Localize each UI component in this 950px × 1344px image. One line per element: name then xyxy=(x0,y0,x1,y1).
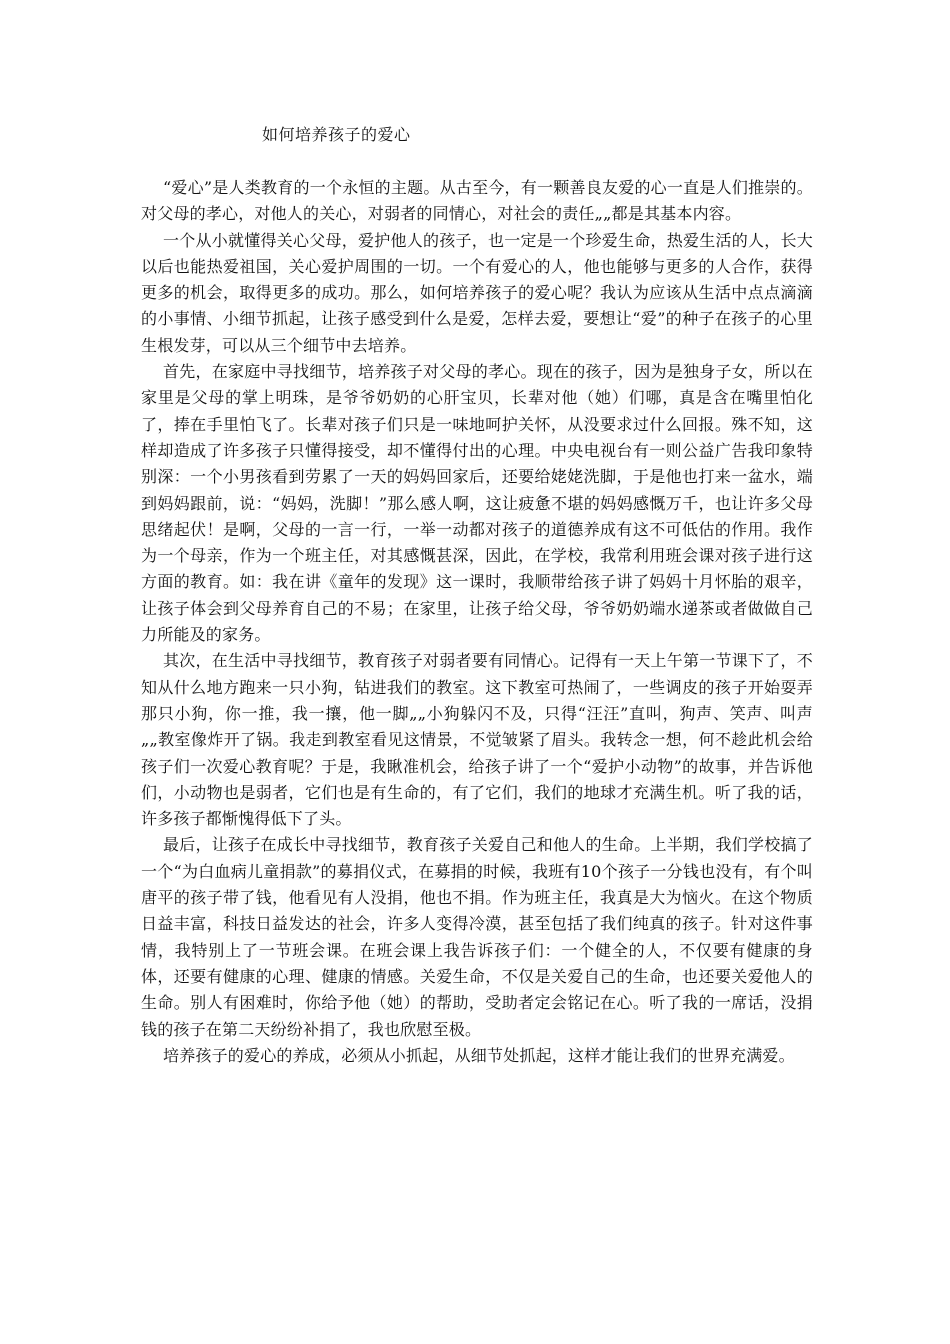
paragraph-third: 最后，让孩子在成长中寻找细节，教育孩子关爱自己和他人的生命。上半期，我们学校搞了一个“为白血病儿童捐款”的募捐仪式，在募捐的时候，我班有10个孩子一分钱也没有，有个叫唐平的孩子带了钱，他看见有人没捐，他也不捐。作为班主任，我真是大为恼火。在这个物质日益丰富，科技日益发达的社会，许多人变得冷漠，甚至包括了我们纯真的孩子。针对这件事情，我特别上了一节班会课。在班会课上我告诉孩子们：一个健全的人，不仅要有健康的身体，还要有健康的心理、健康的情感。关爱生命，不仅是关爱自己的生命，也还要关爱他人的生命。别人有困难时，你给予他（她）的帮助，受助者定会铭记在心。听了我的一席话，没捐钱的孩子在第二天纷纷补捐了，我也欣慰至极。 xyxy=(141,835,813,1039)
document-title: 如何培养孩子的爱心 xyxy=(262,125,411,144)
document-body xyxy=(141,175,813,1069)
paragraph-first: 首先，在家庭中寻找细节，培养孩子对父母的孝心。现在的孩子，因为是独身子女，所以在家里是父母的掌上明珠，是爷爷奶奶的心肝宝贝，长辈对他（她）们哪，真是含在嘴里怕化了，捧在手里怕飞了。长辈对孩子们只是一味地呵护关怀，从没要求过什么回报。殊不知，这样却造成了许多孩子只懂得接受，却不懂得付出的心理。中央电视台有一则公益广告我印象特别深：一个小男孩看到劳累了一天的妈妈回家后，还要给姥姥洗脚，于是他也打来一盆水，端到妈妈跟前，说：“妈妈，洗脚！”那么感人啊，这让疲惫不堪的妈妈感慨万千，也让许多父母思绪起伏！是啊，父母的一言一行，一举一动都对孩子的道德养成有这不可低估的作用。我作为一个母亲，作为一个班主任，对其感慨甚深，因此，在学校，我常利用班会课对孩子进行这方面的教育。如：我在讲《童年的发现》这一课时，我顺带给孩子讲了妈妈十月怀胎的艰辛，让孩子体会到父母养育自己的不易；在家里，让孩子给父母，爷爷奶奶端水递茶或者做做自己力所能及的家务。 xyxy=(141,362,813,645)
paragraph-overview: 一个从小就懂得关心父母，爱护他人的孩子，也一定是一个珍爱生命，热爱生活的人，长大以后也能热爱祖国，关心爱护周围的一切。一个有爱心的人，他也能够与更多的人合作，获得更多的机会，取得更多的成功。那么，如何培养孩子的爱心呢？我认为应该从生活中点点滴滴的小事情、小细节抓起，让孩子感受到什么是爱，怎样去爱，要想让“爱”的种子在孩子的心里生根发芽，可以从三个细节中去培养。 xyxy=(141,230,813,355)
paragraph-second: 其次，在生活中寻找细节，教育孩子对弱者要有同情心。记得有一天上午第一节课下了，不知从什么地方跑来一只小狗，钻进我们的教室。这下教室可热闹了，一些调皮的孩子开始耍弄那只小狗，你一推，我一攘，他一脚„„小狗躲闪不及，只得“汪汪”直叫，狗声、笑声、叫声„„教室像炸开了锅。我走到教室看见这情景，不觉皱紧了眉头。我转念一想，何不趁此机会给孩子们一次爱心教育呢？于是，我瞅准机会，给孩子讲了一个“爱护小动物”的故事，并告诉他们，小动物也是弱者，它们也是有生命的，有了它们，我们的地球才充满生机。听了我的话，许多孩子都惭愧得低下了头。 xyxy=(141,651,813,829)
paragraph-intro: “爱心”是人类教育的一个永恒的主题。从古至今，有一颗善良友爱的心一直是人们推崇的。对父母的孝心，对他人的关心，对弱者的同情心，对社会的责任„„都是其基本内容。 xyxy=(141,178,813,224)
paragraph-conclusion: 培养孩子的爱心的养成，必须从小抓起，从细节处抓起，这样才能让我们的世界充满爱。 xyxy=(163,1045,795,1065)
